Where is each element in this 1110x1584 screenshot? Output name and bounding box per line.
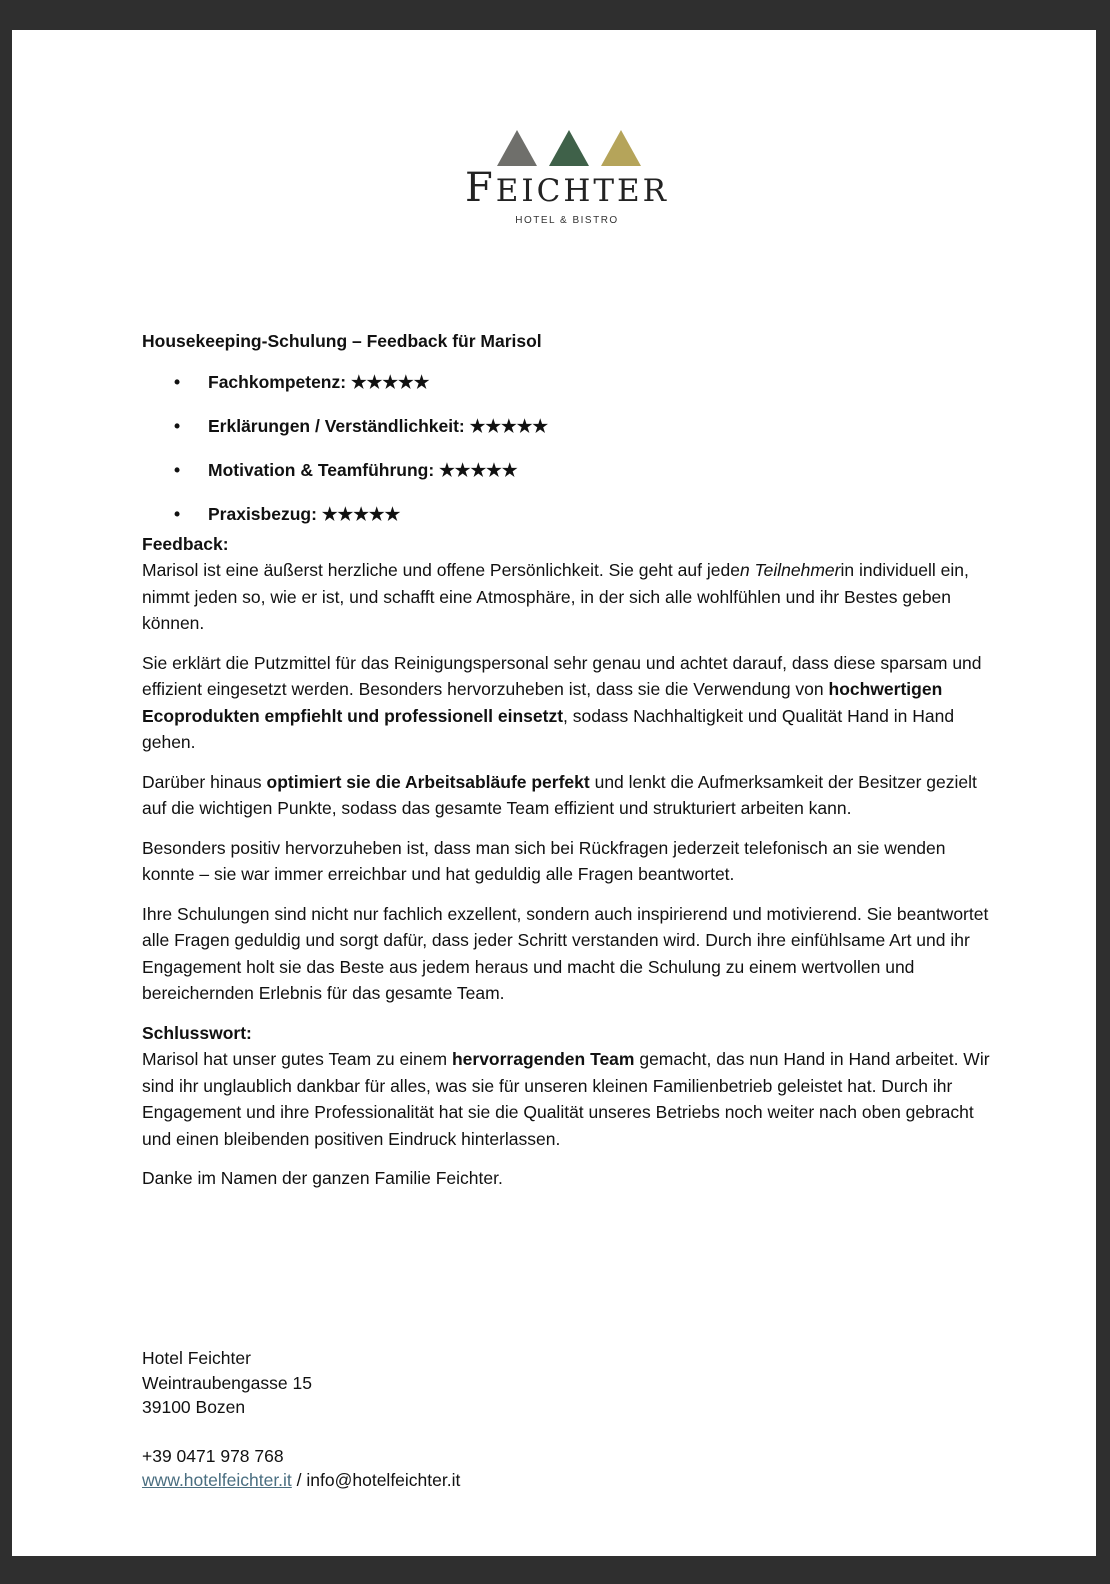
footer-street: Weintraubengasse 15 — [142, 1372, 312, 1393]
text: Sie erklärt die Putzmittel für das Reinigungspersonal sehr genau und achtet darauf, dass diese sparsam und effizient eingesetzt werden. Besonders hervorzuheben ist, dass sie die Verwendung von — [142, 652, 982, 699]
bold-text: hervorragenden Team — [451, 1049, 635, 1069]
text: , sodass Nachhaltigkeit und Qualität Hand in Hand gehen. — [142, 705, 955, 752]
star-rating: ★★★★★ — [469, 415, 549, 436]
rating-label: Praxisbezug: — [208, 503, 317, 524]
logo-triangles — [446, 130, 692, 166]
logo-subtitle: HOTEL & BISTRO — [515, 215, 619, 226]
text: Marisol hat unser gutes Team zu einem — [142, 1049, 452, 1069]
rating-item — [142, 457, 992, 501]
thanks-line: Danke im Namen der ganzen Familie Feichter. — [142, 1168, 503, 1188]
text: in individuell ein, nimmt jeden so, wie er ist, und schafft eine Atmosphäre, in der sich alle wohlfühlen und ihr Bestes geben können. — [142, 560, 969, 633]
feedback-heading: Feedback: — [142, 533, 229, 554]
logo-wordmark — [442, 165, 692, 211]
feedback-paragraph-4: Besonders positiv hervorzuheben ist, dass man sich bei Rückfragen jederzeit telefonisch an sie wenden konnte – sie war immer erreichbar und hat geduldig alle Fragen beantwortet. — [142, 837, 946, 884]
footer-email: info@hotelfeichter.it — [306, 1470, 461, 1490]
ratings-list — [142, 369, 992, 531]
triangle-green-icon — [549, 130, 589, 166]
separator: / — [291, 1470, 307, 1490]
document-title: Housekeeping-Schulung – Feedback für Marisol — [142, 331, 542, 351]
triangle-gray-icon — [497, 130, 537, 166]
rating-item — [142, 501, 992, 531]
italic-text: n Teilnehmer — [739, 560, 841, 580]
text: gemacht, das nun Hand in Hand arbeitet. Wir sind ihr unglaublich dankbar für alles, was sie für unseren kleinen Familienbetrieb geleistet hat. Durch ihr Engagement und ihre Professionalität hat sie die Qualität unseres Betriebs noch weiter nach oben gebracht und einen bleibenden positiven Eindruck hinterlassen. — [142, 1049, 990, 1149]
closing-paragraph — [142, 1020, 992, 1153]
feedback-paragraph-5: Ihre Schulungen sind nicht nur fachlich exzellent, sondern auch inspirierend und motivierend. Sie beantwortet alle Fragen geduldig und sorgt dafür, dass jeder Schritt verstanden wird. Durch ihre einfühlsame Art und ihr Engagement holt sie das Beste aus jedem heraus und macht die Schulung zu einem wertvollen und bereichernden Erlebnis für das gesamte Team. — [142, 903, 989, 1003]
bold-text: optimiert sie die Arbeitsabläufe perfekt — [266, 771, 590, 792]
star-rating: ★★★★★ — [350, 371, 430, 392]
hotel-logo — [442, 130, 692, 226]
feedback-paragraph-2 — [142, 650, 992, 756]
rating-item — [142, 413, 992, 457]
text: Marisol ist eine äußerst herzliche und offene Persönlichkeit. Sie geht auf jede — [142, 560, 740, 580]
triangle-gold-icon — [601, 130, 641, 166]
star-rating: ★★★★★ — [439, 459, 518, 480]
bold-text: hochwertigen Ecoprodukten empfiehlt und professionell einsetzt — [142, 679, 943, 726]
logo-initial: F — [464, 165, 496, 211]
footer-phone: +39 0471 978 768 — [142, 1445, 284, 1466]
logo-name-rest: EICHTER — [495, 173, 670, 209]
rating-label: Fachkompetenz: — [208, 371, 347, 392]
footer-name: Hotel Feichter — [142, 1348, 251, 1368]
feedback-paragraph-1 — [142, 531, 992, 637]
letter-body — [142, 328, 992, 1205]
rating-label: Erklärungen / Verständlichkeit: — [208, 415, 465, 436]
document-page — [12, 30, 1096, 1556]
website-link[interactable]: www.hotelfeichter.it — [142, 1470, 292, 1490]
text: Darüber hinaus — [142, 771, 267, 792]
rating-item — [142, 369, 992, 413]
rating-label: Motivation & Teamführung: — [208, 459, 435, 480]
closing-heading: Schlusswort: — [142, 1022, 252, 1043]
contact-footer — [142, 1346, 460, 1493]
text: und lenkt die Aufmerksamkeit der Besitzer gezielt auf die wichtigen Punkte, sodass das gesamte Team effizient und strukturiert arbeiten kann. — [142, 771, 977, 818]
feedback-paragraph-3 — [142, 769, 992, 822]
footer-city: 39100 Bozen — [142, 1397, 246, 1417]
star-rating: ★★★★★ — [321, 503, 401, 524]
